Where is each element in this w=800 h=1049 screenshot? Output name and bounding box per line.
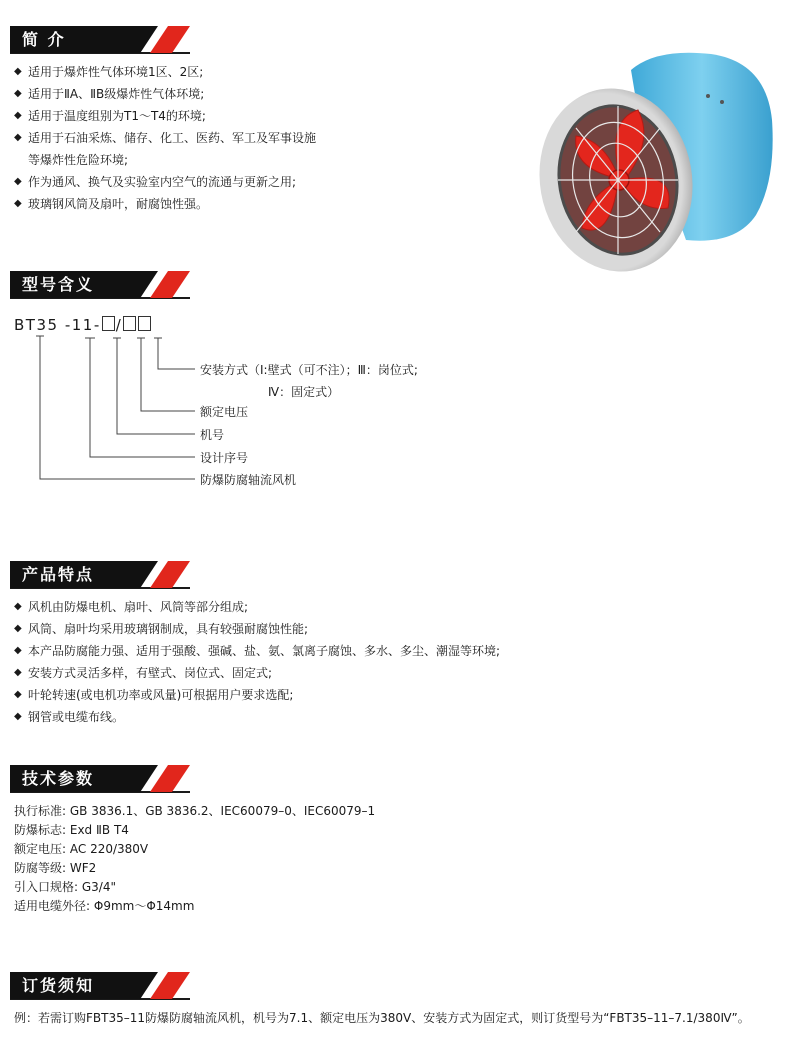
specs-list (14, 802, 375, 916)
model-code: BT35 -11- / (14, 316, 152, 334)
list-item: ◆ 钢管或电缆布线。 (14, 706, 500, 728)
spec-row: 引入口规格: G3/4" (14, 880, 117, 894)
section-header-specs (10, 765, 190, 794)
list-item: ◆ 叶轮转速(或电机功率或风量)可根据用户要求选配; (14, 684, 500, 706)
spec-row: 防腐等级: WF2 (14, 861, 97, 875)
model-desc-install-cont: Ⅳ：固定式） (268, 385, 340, 399)
list-item: ◆ 适用于ⅡA、ⅡB级爆炸性气体环境; (14, 83, 316, 105)
section-header-order (10, 972, 190, 1001)
model-diagram (10, 316, 510, 496)
section-title-specs: 技术参数 (22, 769, 95, 788)
section-title-model: 型号含义 (22, 275, 95, 294)
intro-list (14, 61, 316, 215)
spec-row: 防爆标志: Exd ⅡB T4 (14, 823, 129, 837)
axial-fan-image (536, 40, 776, 280)
spec-row: 适用电缆外径: Φ9mm～Φ14mm (14, 899, 195, 913)
list-item: ◆ 安装方式灵活多样，有壁式、岗位式、固定式; (14, 662, 500, 684)
section-title-order: 订货须知 (22, 976, 95, 995)
model-desc-design-seq: 设计序号 (200, 451, 249, 465)
section-header-intro (10, 26, 190, 55)
list-item: ◆ 适用于爆炸性气体环境1区、2区; (14, 61, 316, 83)
list-item: ◆ 风机由防爆电机、扇叶、风筒等部分组成; (14, 596, 500, 618)
spec-row: 执行标准: GB 3836.1、GB 3836.2、IEC60079–0、IEC60079–1 (14, 804, 376, 818)
list-item: ◆ 玻璃钢风筒及扇叶，耐腐蚀性强。 (14, 193, 316, 215)
features-list (14, 596, 500, 728)
section-title-features: 产品特点 (22, 565, 95, 584)
list-item: ◆ 作为通风、换气及实验室内空气的流通与更新之用; (14, 171, 316, 193)
model-desc-install: 安装方式（Ⅰ:壁式（可不注）；Ⅲ：岗位式; (200, 363, 418, 377)
model-desc-machine-no: 机号 (200, 428, 225, 442)
order-example: 例：若需订购FBT35–11防爆防腐轴流风机，机号为7.1、额定电压为380V、安装方式为固定式，则订货型号为“FBT35–11–7.1/380Ⅳ”。 (14, 1011, 750, 1025)
model-connector-lines (10, 316, 510, 496)
section-header-model (10, 271, 190, 300)
model-desc-type: 防爆防腐轴流风机 (200, 473, 297, 487)
list-item: ◆ 适用于温度组别为T1～T4的环境; (14, 105, 316, 127)
spec-row: 额定电压: AC 220/380V (14, 842, 149, 856)
list-item: ◆ 风筒、扇叶均采用玻璃钢制成，具有较强耐腐蚀性能; (14, 618, 500, 640)
section-header-features (10, 561, 190, 590)
list-item: ◆ 本产品防腐能力强、适用于强酸、强碱、盐、氨、氯离子腐蚀、多水、多尘、潮湿等环境; (14, 640, 500, 662)
list-item: ◆ 适用于石油采炼、储存、化工、医药、军工及军事设施 等爆炸性危险环境; (14, 127, 316, 171)
section-title-intro: 简 介 (22, 30, 66, 49)
model-desc-voltage: 额定电压 (200, 405, 249, 419)
